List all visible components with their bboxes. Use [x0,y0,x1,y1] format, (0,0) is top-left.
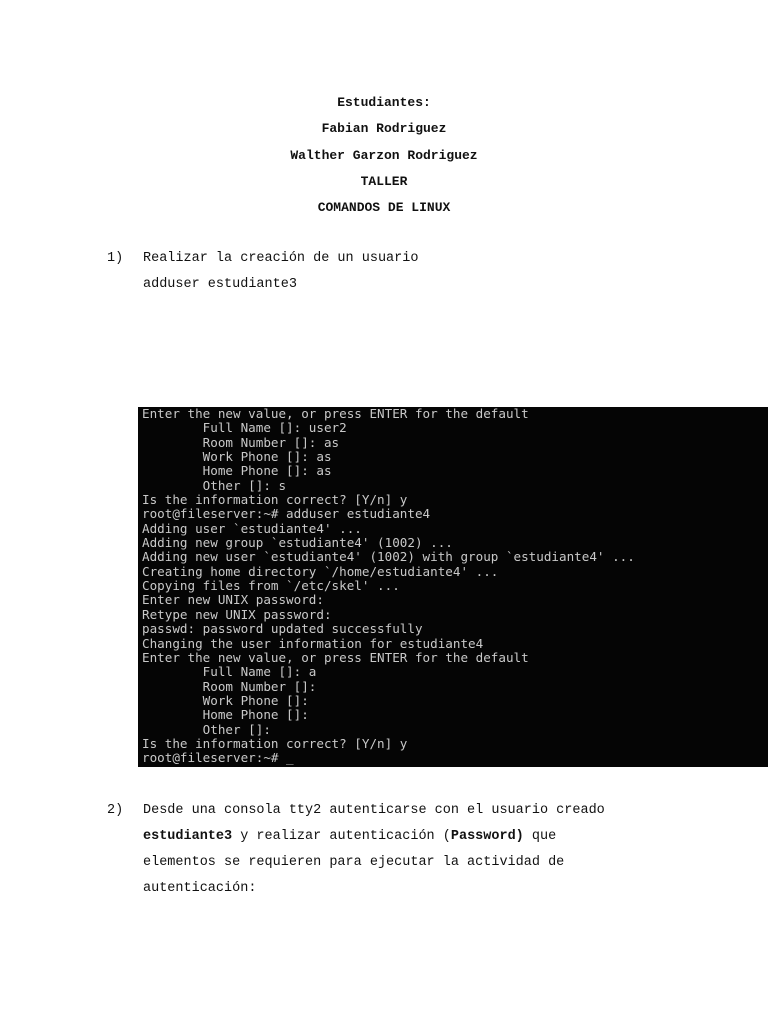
topic-title: COMANDOS DE LINUX [317,200,451,216]
item-2-password-label: Password) [450,829,524,844]
course-title: TALLER [360,173,408,189]
terminal-output [138,407,768,766]
item-2-line-3: elementos se requieren para ejecutar la actividad de [143,855,565,870]
terminal-line: Adding new user `estudiante4' (1002) with group `estudiante4' ... [142,549,635,565]
item-1-command: adduser estudiante3 [143,277,297,292]
terminal-line: root@fileserver:~# _ [142,750,294,766]
item-2-line-4: autenticación: [143,881,257,896]
item-2-line-2 [143,824,605,850]
terminal-line: Is the information correct? [Y/n] y [142,492,408,508]
terminal-line: Full Name []: a [142,664,317,680]
item-2-text-end: que [523,829,557,844]
terminal-line: Adding user `estudiante4' ... [142,520,362,536]
terminal-line: Room Number []: [142,678,317,694]
terminal-line: Home Phone []: [142,707,309,723]
terminal-line: Adding new group `estudiante4' (1002) ... [142,535,453,551]
terminal-line: Full Name []: user2 [142,420,347,436]
terminal-screenshot [138,407,768,767]
item-1 [143,246,418,298]
terminal-line: Changing the user information for estudiante4 [142,635,484,651]
terminal-line: Copying files from `/etc/skel' ... [142,578,400,594]
terminal-line: Enter the new value, or press ENTER for the default [142,407,529,421]
terminal-line: Other []: s [142,477,287,493]
document-header [0,90,768,221]
terminal-line: Room Number []: as [142,434,340,450]
terminal-line: Work Phone []: as [142,449,332,465]
item-2-number: 2) [107,803,124,818]
item-2-text: y realizar autenticación ( [232,829,451,844]
terminal-line: Enter the new value, or press ENTER for the default [142,649,529,665]
student-name-1: Fabian Rodriguez [321,121,447,137]
terminal-line: Work Phone []: [142,692,309,708]
item-2-line-1: Desde una consola tty2 autenticarse con el usuario creado [143,803,605,818]
terminal-line: Is the information correct? [Y/n] y [142,735,408,751]
terminal-line: Retype new UNIX password: [142,606,332,622]
terminal-line: Enter new UNIX password: [142,592,324,608]
terminal-line: Creating home directory `/home/estudiante4' ... [142,563,499,579]
terminal-line: root@fileserver:~# adduser estudiante4 [142,506,431,522]
item-1-text: Realizar la creación de un usuario [143,251,419,266]
terminal-line: passwd: password updated successfully [142,621,423,637]
students-label: Estudiantes: [337,95,431,110]
item-2 [143,798,605,902]
item-1-number: 1) [107,251,124,266]
terminal-line: Home Phone []: as [142,463,332,479]
student-name-2: Walther Garzon Rodriguez [290,147,478,163]
terminal-line: Other []: [142,721,271,737]
item-2-username: estudiante3 [143,829,233,844]
